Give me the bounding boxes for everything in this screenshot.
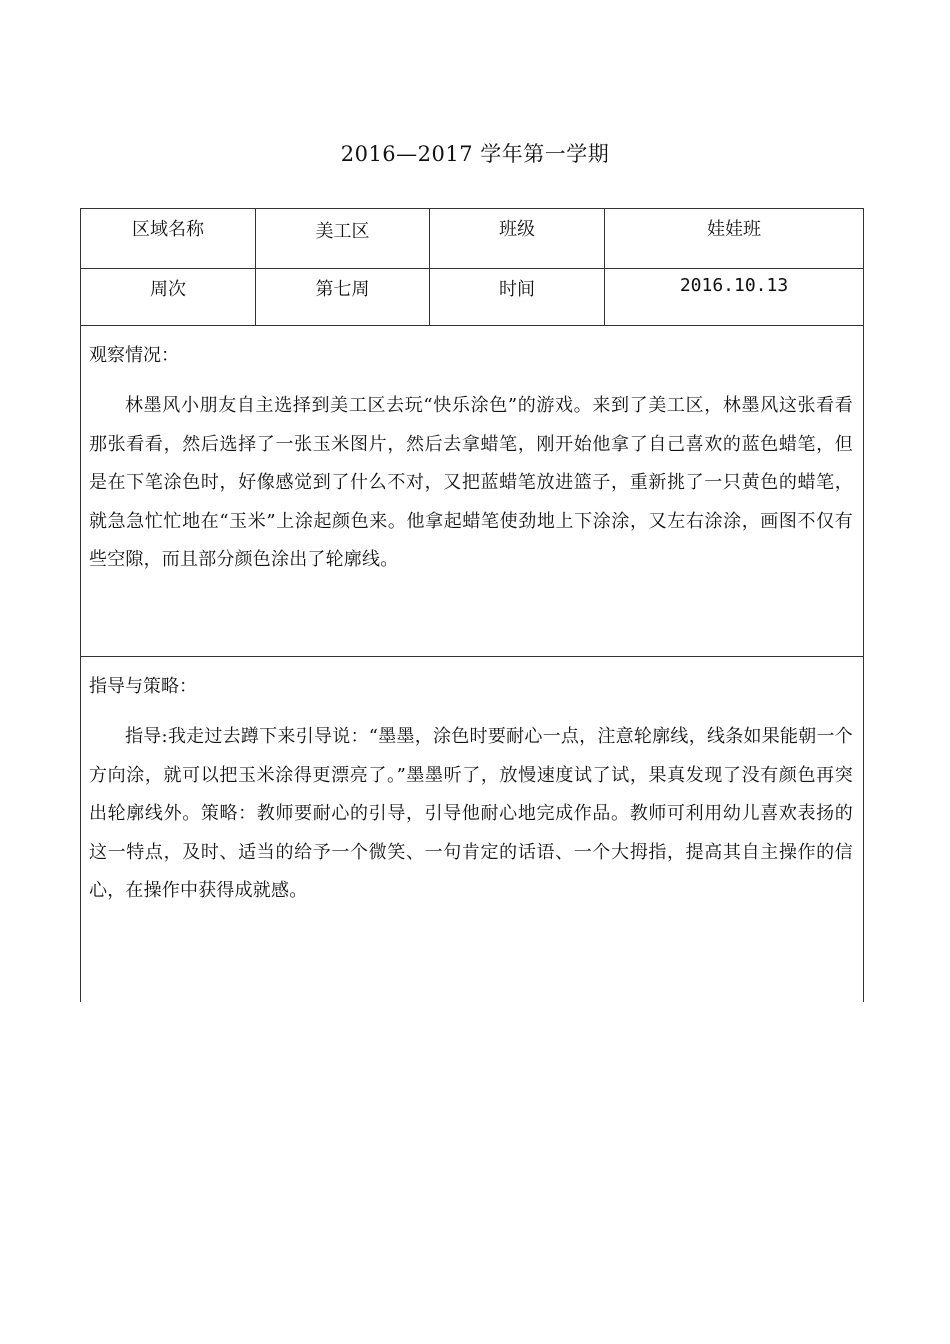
observation-heading: 观察情况： [89, 345, 179, 366]
area-label: 区域名称 [81, 209, 256, 269]
record-table [80, 208, 864, 1002]
guidance-body: 指导:我走过去蹲下来引导说：“墨墨，涂色时要耐心一点，注意轮廓线，线条如果能朝一个方向涂，就可以把玉米涂得更漂亮了。”墨墨听了，放慢速度试了试，果真发现了没有颜色再突出轮廓线外。策略：教师要耐心的引导，引导他耐心地完成作品。教师可利用幼儿喜欢表扬的这一特点，及时、适当的给予一个微笑、一句肯定的话语、一个大拇指，提高其自主操作的信心，在操作中获得成就感。 [89, 726, 853, 901]
observation-section [81, 326, 864, 657]
area-value: 美工区 [256, 209, 430, 269]
table-row [81, 269, 864, 326]
observation-body: 林墨风小朋友自主选择到美工区去玩“快乐涂色”的游戏。来到了美工区，林墨风这张看看那张看看，然后选择了一张玉米图片，然后去拿蜡笔，刚开始他拿了自己喜欢的蓝色蜡笔，但是在下笔涂色时，好像感觉到了什么不对，又把蓝蜡笔放进篮子，重新挑了一只黄色的蜡笔，就急急忙忙地在“玉米”上涂起颜色来。他拿起蜡笔使劲地上下涂涂，又左右涂涂，画图不仅有些空隙，而且部分颜色涂出了轮廓线。 [89, 395, 853, 570]
week-value: 第七周 [256, 269, 430, 326]
week-label: 周次 [81, 269, 256, 326]
page-title: 2016—2017 学年第一学期 [340, 142, 610, 166]
table-row [81, 209, 864, 269]
guidance-heading: 指导与策略： [89, 676, 197, 697]
time-value: 2016.10.13 [605, 269, 864, 326]
time-label: 时间 [430, 269, 605, 326]
guidance-section [81, 657, 864, 1003]
class-label: 班级 [430, 209, 605, 269]
class-value: 娃娃班 [605, 209, 864, 269]
